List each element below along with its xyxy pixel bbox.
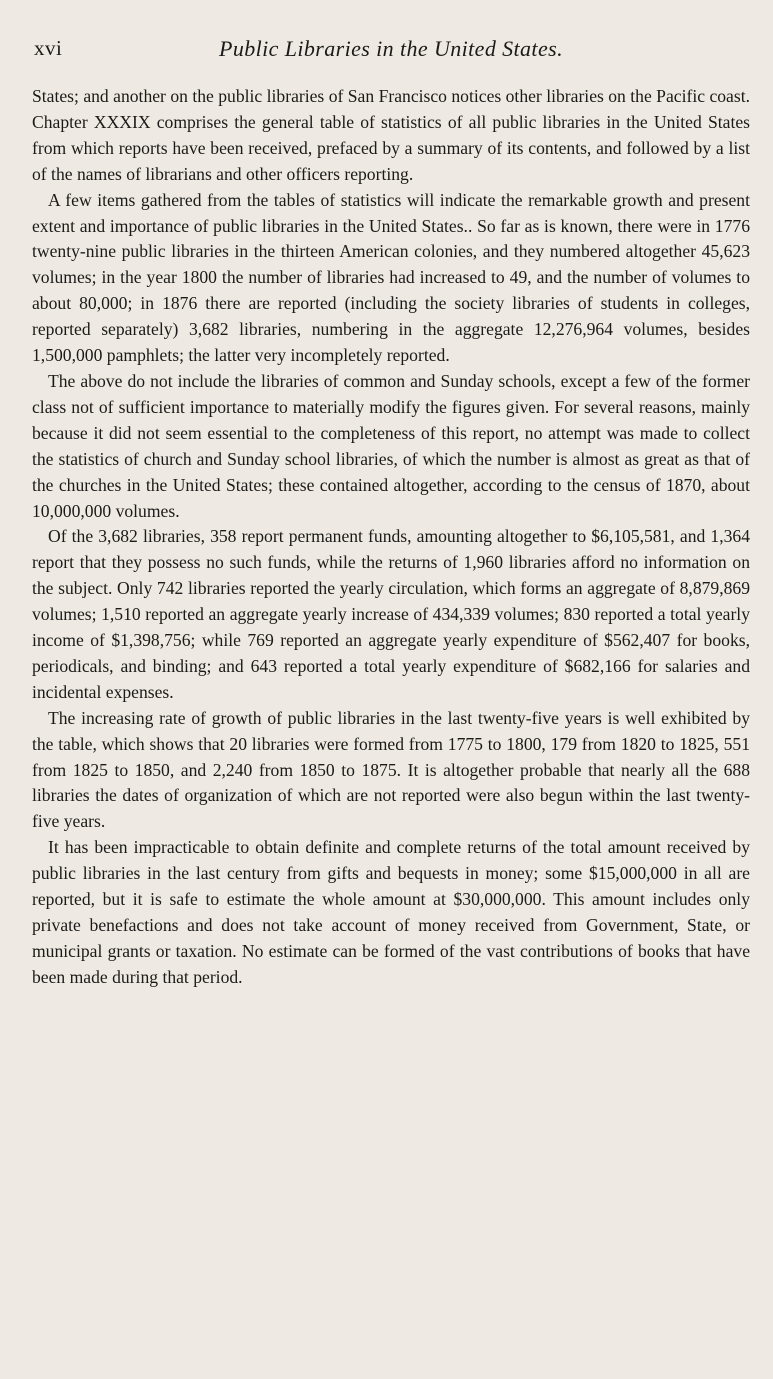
paragraph-gifts: It has been impracticable to obtain definite and complete returns of the total amount received by public libraries in the last century from gifts and bequests in money; some $15,000,000 in all are reported, but it is safe to estimate the whole amount at $30,000,000. This amount includes only private benefactions and does not take account of money received from Government, State, or municipal grants or taxation. No estimate can be formed of the vast contributions of books that have been made during that period. xyxy=(32,837,750,987)
paragraph-growth: A few items gathered from the tables of statistics will indicate the remarkable growth and present extent and importance of public libraries in the United States.. So far as is known, there were in 1776 twenty-nine public libraries in the thirteen American colonies, and they numbered altogether 45,623 volumes; in the year 1800 the number of libraries had increased to 49, and the number of volumes to about 80,000; in 1876 there are reported (including the society libraries of students in colleges, reported separately) 3,682 libraries, numbering in the aggregate 12,276,964 volumes, besides 1,500,000 pamphlets; the latter very incompletely reported. xyxy=(32,189,750,366)
paragraph-rate-of-growth: The increasing rate of growth of public libraries in the last twenty-five years is well exhibited by the table, which shows that 20 libraries were formed from 1775 to 1800, 179 from 1820 to 1825, 551 from 1825 to 1850, and 2,240 from 1850 to 1875. It is altogether probable that nearly all the 688 libraries the dates of organization of which are not reported were also begun within the last twenty-five years. xyxy=(32,707,750,832)
running-title: Public Libraries in the United States. xyxy=(219,36,563,61)
paragraph-exclusions: The above do not include the libraries of common and Sunday schools, except a few of the former class not of sufficient importance to materially modify the figures given. For several reasons, mainly because it did not seem essential to the completeness of this report, no attempt was made to collect the statistics of church and Sunday school libraries, of which the number is almost as great as that of the churches in the United States; these contained altogether, according to the census of 1870, about 10,000,000 volumes. xyxy=(32,370,750,521)
book-page xyxy=(32,36,750,991)
paragraph-funds: Of the 3,682 libraries, 358 report permanent funds, amounting altogether to $6,105,581, and 1,364 report that they possess no such funds, while the returns of 1,960 libraries afford no information on the subject. Only 742 libraries reported the yearly circulation, which forms an aggregate of 8,879,869 volumes; 1,510 reported an aggregate yearly increase of 434,339 volumes; 830 reported a total yearly income of $1,398,756; while 769 reported an aggregate yearly expenditure of $562,407 for books, periodicals, and binding; and 643 reported a total yearly expenditure of $682,166 for salaries and incidental expenses. xyxy=(32,526,750,702)
page-header xyxy=(32,36,750,76)
body-text xyxy=(32,84,750,991)
page-number: xvi xyxy=(34,36,63,60)
paragraph-continuation: States; and another on the public libraries of San Francisco notices other libraries on the Pacific coast. Chapter XXXIX comprises the general table of statistics of all public libraries in the United States from which reports have been received, prefaced by a summary of its contents, and followed by a list of the names of librarians and other officers reporting. xyxy=(32,86,750,184)
